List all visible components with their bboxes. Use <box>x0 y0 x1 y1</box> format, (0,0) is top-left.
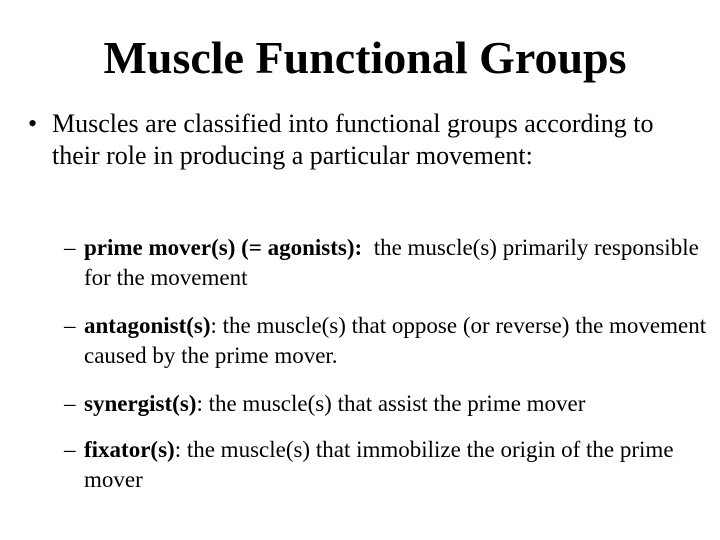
main-bullet-text: Muscles are classified into functional groups according to their role in producing a particular movement: <box>52 109 654 170</box>
bullet-marker: • <box>28 109 38 138</box>
term-synergist: synergist(s) <box>84 391 197 416</box>
sub-bullet-prime-mover <box>64 233 714 293</box>
sub-bullet-body <box>84 389 714 419</box>
sub-bullet-synergist <box>64 389 714 419</box>
sub-bullet-fixator <box>64 435 714 495</box>
sub-bullet-antagonist <box>64 311 714 371</box>
slide-title: Muscle Functional Groups <box>103 32 627 83</box>
definition-fixator: : the muscle(s) that immobilize the origin of the prime mover <box>84 437 674 492</box>
sub-bullet-marker: – <box>64 235 76 260</box>
sub-bullet-marker: – <box>64 313 76 338</box>
sub-bullet-body <box>84 233 714 293</box>
sub-bullet-body <box>84 311 714 371</box>
definition-synergist: : the muscle(s) that assist the prime mover <box>196 391 586 416</box>
main-bullet <box>28 108 688 172</box>
sub-bullet-marker: – <box>64 391 76 416</box>
definition-antagonist: : the muscle(s) that oppose (or reverse) the movement caused by the prime mover. <box>84 313 707 368</box>
term-prime-mover: prime mover(s) (= agonists): <box>84 235 363 260</box>
term-fixator: fixator(s) <box>84 437 175 462</box>
definition-prime-mover: the muscle(s) primarily responsible for the movement <box>84 235 699 290</box>
sub-bullet-marker: – <box>64 437 76 462</box>
sub-bullet-body <box>84 435 714 495</box>
term-antagonist: antagonist(s) <box>84 313 211 338</box>
